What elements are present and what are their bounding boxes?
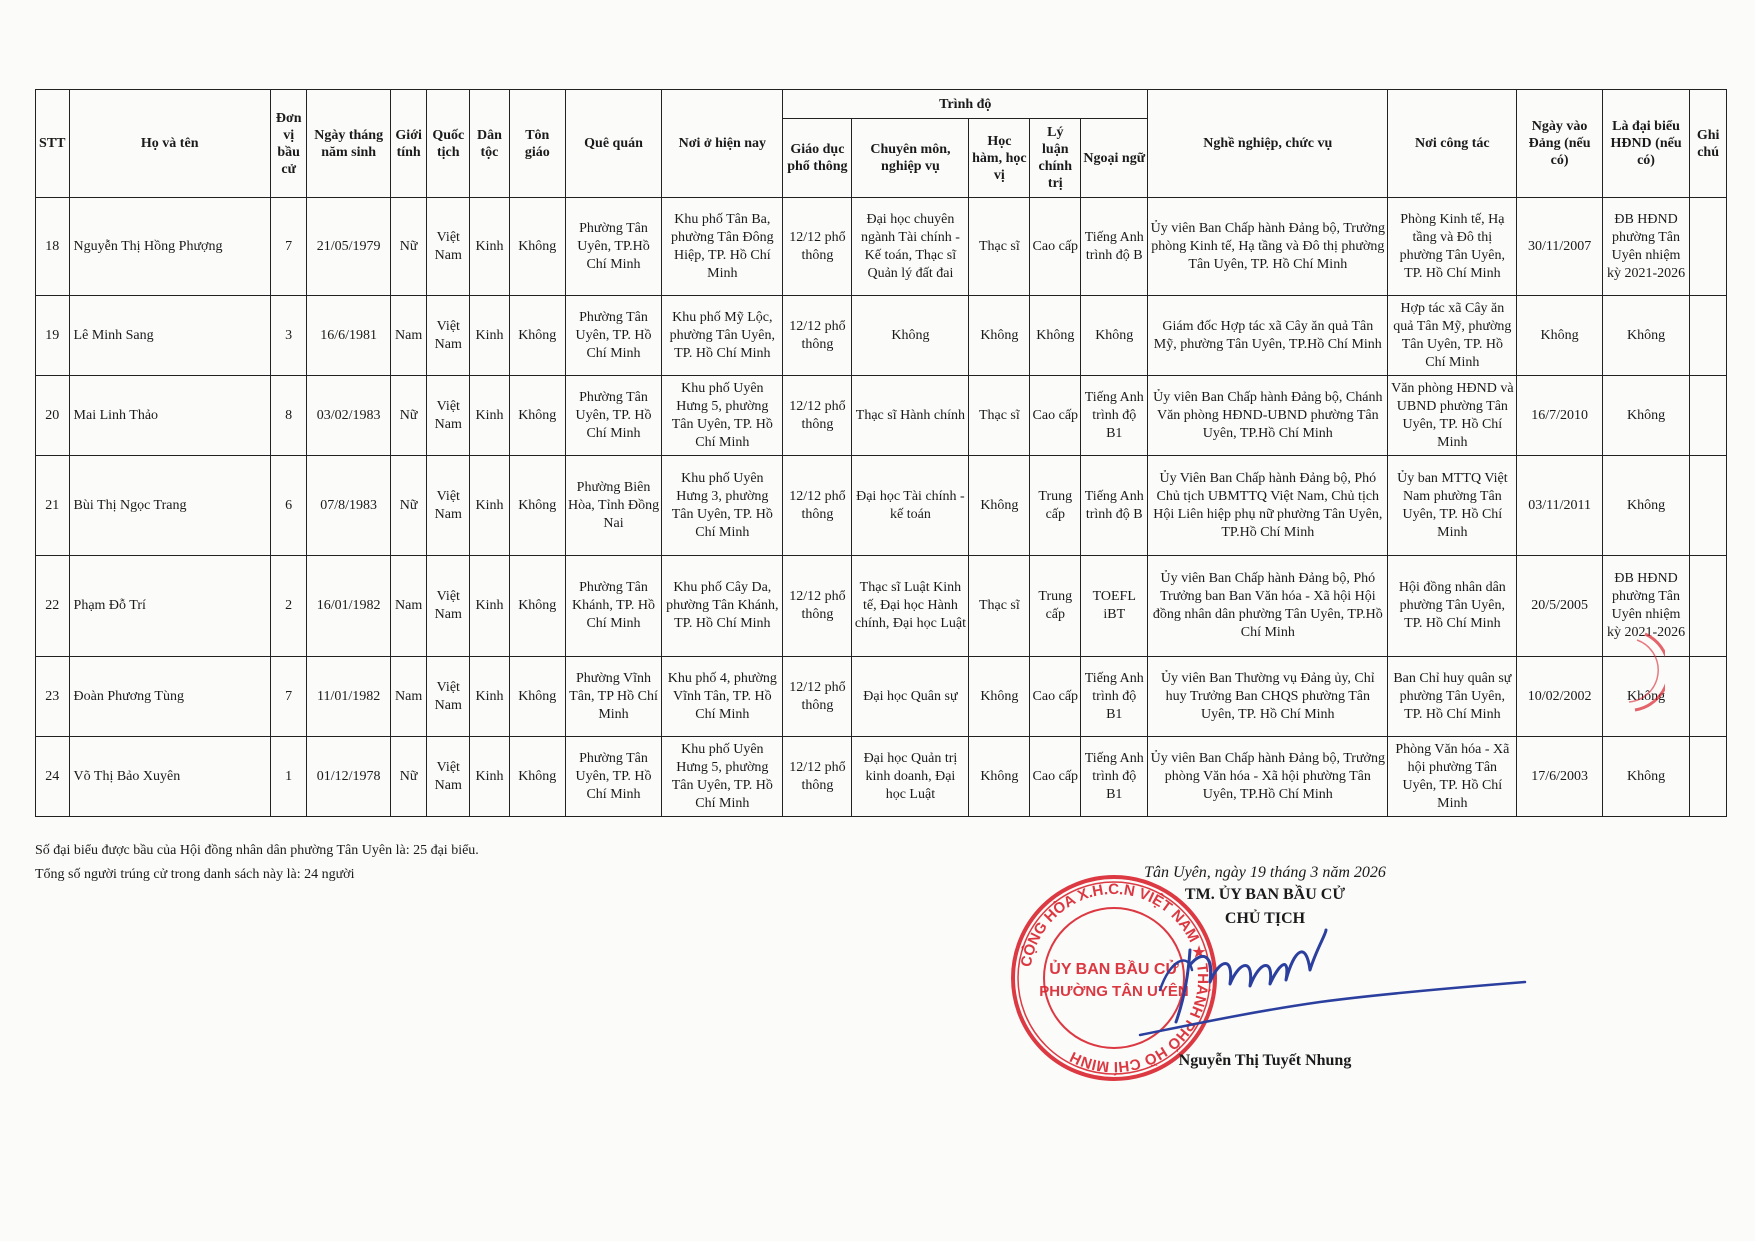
cell-unit: 3 bbox=[270, 296, 307, 376]
cell-religion: Không bbox=[509, 657, 565, 737]
cell-hometown: Phường Tân Uyên, TP.Hồ Chí Minh bbox=[565, 198, 662, 296]
cell-general: 12/12 phổ thông bbox=[783, 456, 852, 556]
cell-dob: 16/01/1982 bbox=[307, 556, 390, 657]
cell-religion: Không bbox=[509, 376, 565, 456]
cell-nationality: Việt Nam bbox=[427, 456, 470, 556]
cell-residence: Khu phố 4, phường Vĩnh Tân, TP. Hồ Chí Minh bbox=[662, 657, 783, 737]
cell-unit: 7 bbox=[270, 657, 307, 737]
cell-name: Đoàn Phương Tùng bbox=[69, 657, 270, 737]
header-residence: Nơi ở hiện nay bbox=[662, 90, 783, 198]
cell-party: 10/02/2002 bbox=[1517, 657, 1602, 737]
cell-gender: Nữ bbox=[390, 376, 427, 456]
cell-hometown: Phường Tân Uyên, TP. Hồ Chí Minh bbox=[565, 737, 662, 817]
seal-line1: ỦY BAN BẦU CỬ bbox=[1049, 961, 1179, 978]
cell-specialty: Thạc sĩ Luật Kinh tế, Đại học Hành chính, Đại học Luật bbox=[852, 556, 969, 657]
cell-delegate: Không bbox=[1602, 296, 1689, 376]
partial-seal-stamp bbox=[1595, 632, 1665, 712]
cell-note bbox=[1690, 376, 1727, 456]
cell-general: 12/12 phổ thông bbox=[783, 556, 852, 657]
cell-specialty: Đại học Tài chính - kế toán bbox=[852, 456, 969, 556]
cell-language: Tiếng Anh trình độ B1 bbox=[1081, 737, 1148, 817]
cell-political: Trung cấp bbox=[1030, 556, 1081, 657]
cell-ethnicity: Kinh bbox=[470, 198, 510, 296]
cell-specialty: Thạc sĩ Hành chính bbox=[852, 376, 969, 456]
cell-delegate: ĐB HĐND phường Tân Uyên nhiệm kỳ 2021-2026 bbox=[1602, 198, 1689, 296]
header-stt: STT bbox=[36, 90, 70, 198]
cell-delegate: Không bbox=[1602, 737, 1689, 817]
table-row bbox=[36, 737, 1727, 817]
header-religion: Tôn giáo bbox=[509, 90, 565, 198]
cell-occupation: Giám đốc Hợp tác xã Cây ăn quả Tân Mỹ, phường Tân Uyên, TP.Hồ Chí Minh bbox=[1148, 296, 1388, 376]
cell-note bbox=[1690, 198, 1727, 296]
cell-dob: 16/6/1981 bbox=[307, 296, 390, 376]
cell-stt: 20 bbox=[36, 376, 70, 456]
cell-religion: Không bbox=[509, 737, 565, 817]
cell-unit: 2 bbox=[270, 556, 307, 657]
cell-hometown: Phường Tân Khánh, TP. Hồ Chí Minh bbox=[565, 556, 662, 657]
header-delegate: Là đại biểu HĐND (nếu có) bbox=[1602, 90, 1689, 198]
cell-dob: 11/01/1982 bbox=[307, 657, 390, 737]
cell-stt: 24 bbox=[36, 737, 70, 817]
cell-religion: Không bbox=[509, 198, 565, 296]
cell-general: 12/12 phổ thông bbox=[783, 657, 852, 737]
cell-ethnicity: Kinh bbox=[470, 456, 510, 556]
cell-unit: 6 bbox=[270, 456, 307, 556]
cell-unit: 1 bbox=[270, 737, 307, 817]
cell-nationality: Việt Nam bbox=[427, 376, 470, 456]
cell-hometown: Phường Biên Hòa, Tỉnh Đồng Nai bbox=[565, 456, 662, 556]
header-academic: Học hàm, học vị bbox=[969, 119, 1030, 198]
cell-gender: Nữ bbox=[390, 456, 427, 556]
cell-stt: 23 bbox=[36, 657, 70, 737]
cell-gender: Nữ bbox=[390, 737, 427, 817]
cell-religion: Không bbox=[509, 296, 565, 376]
cell-delegate: Không bbox=[1602, 456, 1689, 556]
cell-dob: 07/8/1983 bbox=[307, 456, 390, 556]
signature-org: TM. ỦY BAN BẦU CỬ bbox=[1184, 886, 1346, 903]
cell-nationality: Việt Nam bbox=[427, 296, 470, 376]
header-gender: Giới tính bbox=[390, 90, 427, 198]
table-row bbox=[36, 456, 1727, 556]
cell-specialty: Đại học chuyên ngành Tài chính - Kế toán, Thạc sĩ Quản lý đất đai bbox=[852, 198, 969, 296]
cell-name: Bùi Thị Ngọc Trang bbox=[69, 456, 270, 556]
cell-occupation: Ủy viên Ban Chấp hành Đảng bộ, Phó Trưởng ban Ban Văn hóa - Xã hội Hội đồng nhân dân phường Tân Uyên, TP.Hồ Chí Minh bbox=[1148, 556, 1388, 657]
header-unit: Đơn vị bầu cử bbox=[270, 90, 307, 198]
cell-academic: Không bbox=[969, 657, 1030, 737]
cell-gender: Nam bbox=[390, 657, 427, 737]
cell-occupation: Ủy viên Ban Chấp hành Đảng bộ, Trưởng phòng Văn hóa - Xã hội phường Tân Uyên, TP.Hồ Chí Minh bbox=[1148, 737, 1388, 817]
header-hometown: Quê quán bbox=[565, 90, 662, 198]
cell-party: 17/6/2003 bbox=[1517, 737, 1602, 817]
cell-delegate: Không bbox=[1602, 657, 1689, 737]
header-ethnicity: Dân tộc bbox=[470, 90, 510, 198]
cell-dob: 01/12/1978 bbox=[307, 737, 390, 817]
cell-stt: 22 bbox=[36, 556, 70, 657]
cell-workplace: Hợp tác xã Cây ăn quả Tân Mỹ, phường Tân Uyên, TP. Hồ Chí Minh bbox=[1388, 296, 1517, 376]
table-row bbox=[36, 556, 1727, 657]
header-general: Giáo dục phổ thông bbox=[783, 119, 852, 198]
header-education-group: Trình độ bbox=[783, 90, 1148, 119]
cell-stt: 21 bbox=[36, 456, 70, 556]
cell-language: Tiếng Anh trình độ B bbox=[1081, 198, 1148, 296]
cell-delegate: Không bbox=[1602, 376, 1689, 456]
cell-workplace: Ban Chỉ huy quân sự phường Tân Uyên, TP. Hồ Chí Minh bbox=[1388, 657, 1517, 737]
cell-religion: Không bbox=[509, 456, 565, 556]
table-header bbox=[36, 90, 1727, 198]
cell-party: 20/5/2005 bbox=[1517, 556, 1602, 657]
cell-specialty: Đại học Quân sự bbox=[852, 657, 969, 737]
cell-academic: Không bbox=[969, 737, 1030, 817]
cell-unit: 8 bbox=[270, 376, 307, 456]
cell-residence: Khu phố Cây Da, phường Tân Khánh, TP. Hồ Chí Minh bbox=[662, 556, 783, 657]
header-name: Họ và tên bbox=[69, 90, 270, 198]
header-note: Ghi chú bbox=[1690, 90, 1727, 198]
cell-dob: 03/02/1983 bbox=[307, 376, 390, 456]
cell-name: Nguyễn Thị Hồng Phượng bbox=[69, 198, 270, 296]
cell-political: Cao cấp bbox=[1030, 737, 1081, 817]
cell-language: Tiếng Anh trình độ B bbox=[1081, 456, 1148, 556]
cell-political: Không bbox=[1030, 296, 1081, 376]
cell-workplace: Ủy ban MTTQ Việt Nam phường Tân Uyên, TP. Hồ Chí Minh bbox=[1388, 456, 1517, 556]
cell-party: 03/11/2011 bbox=[1517, 456, 1602, 556]
cell-gender: Nữ bbox=[390, 198, 427, 296]
cell-name: Lê Minh Sang bbox=[69, 296, 270, 376]
cell-delegate: ĐB HĐND phường Tân Uyên nhiệm kỳ 2021-2026 bbox=[1602, 556, 1689, 657]
cell-ethnicity: Kinh bbox=[470, 296, 510, 376]
cell-party: 30/11/2007 bbox=[1517, 198, 1602, 296]
cell-ethnicity: Kinh bbox=[470, 376, 510, 456]
cell-hometown: Phường Tân Uyên, TP. Hồ Chí Minh bbox=[565, 376, 662, 456]
cell-residence: Khu phố Mỹ Lộc, phường Tân Uyên, TP. Hồ Chí Minh bbox=[662, 296, 783, 376]
table-body bbox=[36, 198, 1727, 817]
cell-gender: Nam bbox=[390, 296, 427, 376]
cell-residence: Khu phố Uyên Hưng 5, phường Tân Uyên, TP. Hồ Chí Minh bbox=[662, 376, 783, 456]
cell-stt: 19 bbox=[36, 296, 70, 376]
candidate-table bbox=[35, 89, 1727, 817]
cell-nationality: Việt Nam bbox=[427, 198, 470, 296]
header-occupation: Nghề nghiệp, chức vụ bbox=[1148, 90, 1388, 198]
header-specialty: Chuyên môn, nghiệp vụ bbox=[852, 119, 969, 198]
cell-occupation: Ủy viên Ban Thường vụ Đảng ủy, Chỉ huy Trưởng Ban CHQS phường Tân Uyên, TP. Hồ Chí Minh bbox=[1148, 657, 1388, 737]
cell-occupation: Ủy Viên Ban Chấp hành Đảng bộ, Phó Chủ tịch UBMTTQ Việt Nam, Chủ tịch Hội Liên hiệp phụ nữ phường Tân Uyên, TP.Hồ Chí Minh bbox=[1148, 456, 1388, 556]
cell-political: Cao cấp bbox=[1030, 198, 1081, 296]
cell-specialty: Đại học Quản trị kinh doanh, Đại học Luật bbox=[852, 737, 969, 817]
header-party: Ngày vào Đảng (nếu có) bbox=[1517, 90, 1602, 198]
cell-name: Võ Thị Bảo Xuyên bbox=[69, 737, 270, 817]
header-language: Ngoại ngữ bbox=[1081, 119, 1148, 198]
cell-academic: Không bbox=[969, 296, 1030, 376]
header-nationality: Quốc tịch bbox=[427, 90, 470, 198]
cell-language: Không bbox=[1081, 296, 1148, 376]
cell-dob: 21/05/1979 bbox=[307, 198, 390, 296]
cell-note bbox=[1690, 737, 1727, 817]
cell-unit: 7 bbox=[270, 198, 307, 296]
signature-date: Tân Uyên, ngày 19 tháng 3 năm 2026 bbox=[1144, 864, 1386, 881]
cell-specialty: Không bbox=[852, 296, 969, 376]
seal-outer-text: CỘNG HÒA X.H.C.N VIỆT NAM ★ THÀNH PHỐ HỒ CHÍ MINH bbox=[1017, 880, 1212, 1076]
cell-gender: Nam bbox=[390, 556, 427, 657]
cell-ethnicity: Kinh bbox=[470, 556, 510, 657]
cell-nationality: Việt Nam bbox=[427, 657, 470, 737]
cell-general: 12/12 phổ thông bbox=[783, 296, 852, 376]
cell-language: Tiếng Anh trình độ B1 bbox=[1081, 657, 1148, 737]
table-row bbox=[36, 198, 1727, 296]
cell-name: Phạm Đỗ Trí bbox=[69, 556, 270, 657]
cell-workplace: Hội đồng nhân dân phường Tân Uyên, TP. Hồ Chí Minh bbox=[1388, 556, 1517, 657]
signer-name: Nguyễn Thị Tuyết Nhung bbox=[1178, 1052, 1352, 1069]
note-delegate-count: Số đại biểu được bầu của Hội đồng nhân dân phường Tân Uyên là: 25 đại biểu. bbox=[35, 843, 479, 858]
handwritten-signature bbox=[1130, 920, 1530, 1050]
cell-residence: Khu phố Tân Ba, phường Tân Đông Hiệp, TP. Hồ Chí Minh bbox=[662, 198, 783, 296]
cell-academic: Không bbox=[969, 456, 1030, 556]
cell-nationality: Việt Nam bbox=[427, 737, 470, 817]
cell-religion: Không bbox=[509, 556, 565, 657]
cell-language: Tiếng Anh trình độ B1 bbox=[1081, 376, 1148, 456]
cell-occupation: Ủy viên Ban Chấp hành Đảng bộ, Trưởng phòng Kinh tế, Hạ tầng và Đô thị phường Tân Uyên, TP. Hồ Chí Minh bbox=[1148, 198, 1388, 296]
cell-ethnicity: Kinh bbox=[470, 737, 510, 817]
cell-academic: Thạc sĩ bbox=[969, 198, 1030, 296]
cell-workplace: Phòng Văn hóa - Xã hội phường Tân Uyên, TP. Hồ Chí Minh bbox=[1388, 737, 1517, 817]
cell-ethnicity: Kinh bbox=[470, 657, 510, 737]
cell-workplace: Văn phòng HĐND và UBND phường Tân Uyên, TP. Hồ Chí Minh bbox=[1388, 376, 1517, 456]
cell-party: 16/7/2010 bbox=[1517, 376, 1602, 456]
cell-political: Cao cấp bbox=[1030, 376, 1081, 456]
table-row bbox=[36, 296, 1727, 376]
cell-political: Trung cấp bbox=[1030, 456, 1081, 556]
cell-general: 12/12 phổ thông bbox=[783, 737, 852, 817]
cell-general: 12/12 phổ thông bbox=[783, 376, 852, 456]
cell-nationality: Việt Nam bbox=[427, 556, 470, 657]
header-workplace: Nơi công tác bbox=[1388, 90, 1517, 198]
cell-name: Mai Linh Thảo bbox=[69, 376, 270, 456]
cell-note bbox=[1690, 657, 1727, 737]
cell-residence: Khu phố Uyên Hưng 5, phường Tân Uyên, TP. Hồ Chí Minh bbox=[662, 737, 783, 817]
signature-title: CHỦ TỊCH bbox=[1224, 910, 1306, 927]
cell-occupation: Ủy viên Ban Chấp hành Đảng bộ, Chánh Văn phòng HĐND-UBND phường Tân Uyên, TP.Hồ Chí Minh bbox=[1148, 376, 1388, 456]
cell-note bbox=[1690, 456, 1727, 556]
cell-academic: Thạc sĩ bbox=[969, 376, 1030, 456]
cell-stt: 18 bbox=[36, 198, 70, 296]
cell-general: 12/12 phổ thông bbox=[783, 198, 852, 296]
cell-workplace: Phòng Kinh tế, Hạ tầng và Đô thị phường Tân Uyên, TP. Hồ Chí Minh bbox=[1388, 198, 1517, 296]
cell-hometown: Phường Tân Uyên, TP. Hồ Chí Minh bbox=[565, 296, 662, 376]
header-political: Lý luận chính trị bbox=[1030, 119, 1081, 198]
cell-note bbox=[1690, 556, 1727, 657]
cell-political: Cao cấp bbox=[1030, 657, 1081, 737]
cell-residence: Khu phố Uyên Hưng 3, phường Tân Uyên, TP. Hồ Chí Minh bbox=[662, 456, 783, 556]
cell-note bbox=[1690, 296, 1727, 376]
cell-academic: Thạc sĩ bbox=[969, 556, 1030, 657]
table-row bbox=[36, 657, 1727, 737]
cell-party: Không bbox=[1517, 296, 1602, 376]
cell-hometown: Phường Vĩnh Tân, TP Hồ Chí Minh bbox=[565, 657, 662, 737]
header-dob: Ngày tháng năm sinh bbox=[307, 90, 390, 198]
table-row bbox=[36, 376, 1727, 456]
note-elected-count: Tổng số người trúng cử trong danh sách này là: 24 người bbox=[35, 867, 355, 882]
seal-line2: PHƯỜNG TÂN UYÊN bbox=[1039, 983, 1189, 1000]
cell-language: TOEFL iBT bbox=[1081, 556, 1148, 657]
candidate-table-container bbox=[35, 89, 1727, 817]
